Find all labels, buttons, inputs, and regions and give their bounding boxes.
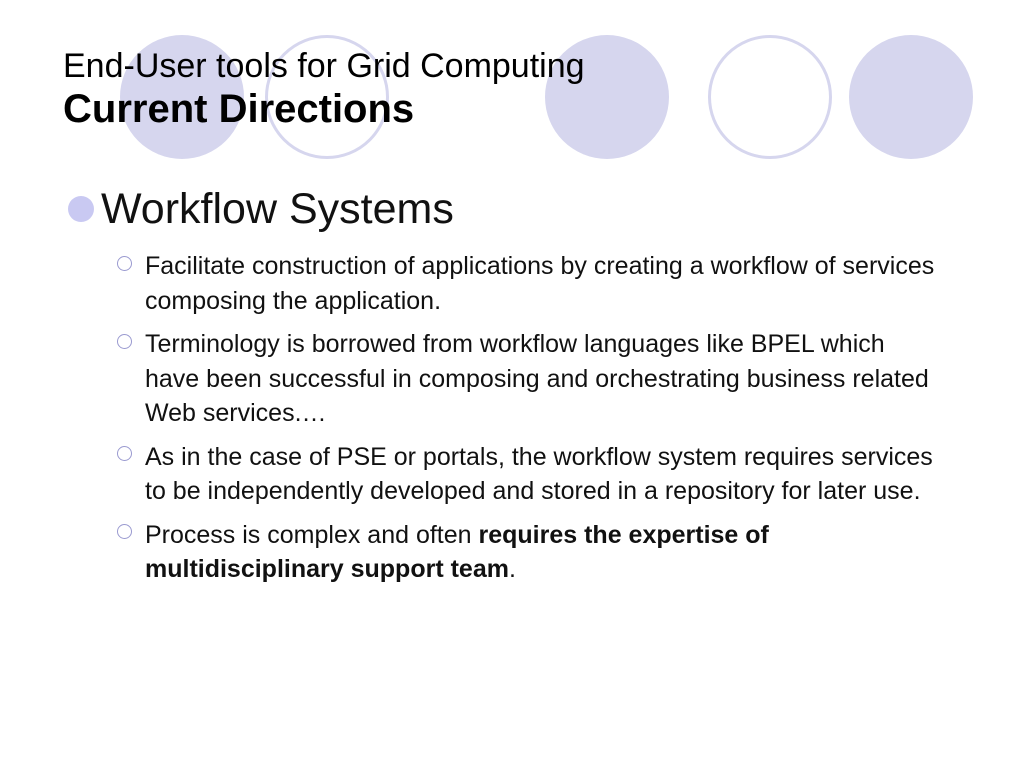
- filled-bullet-icon: [67, 196, 95, 224]
- hollow-bullet-icon: [115, 523, 133, 541]
- hollow-bullet-icon: [115, 254, 133, 272]
- sub-bullet-text-tail: .: [508, 555, 516, 584]
- sub-bullet-list: [115, 249, 963, 587]
- sub-bullet-text-plain: Process is complex and often: [145, 520, 479, 549]
- sub-bullet-item: [115, 518, 963, 587]
- sub-bullet-item: [115, 440, 963, 509]
- slide-content: [63, 186, 963, 603]
- sub-bullet-text: [145, 518, 935, 587]
- circle-decoration-icon: [708, 35, 832, 159]
- sub-bullet-text-bold: requires the expertise of multidisciplinary support team: [145, 520, 769, 584]
- slide-title: [63, 47, 585, 132]
- main-bullet-text: Workflow Systems: [101, 185, 454, 233]
- title-line-2: Current Directions: [63, 87, 415, 132]
- sub-bullet-text: Facilitate construction of applications by creating a workflow of services composing the application.: [145, 252, 935, 315]
- title-line-1: End-User tools for Grid Computing: [63, 47, 585, 85]
- hollow-bullet-icon: [115, 445, 133, 463]
- main-bullet-item: [63, 186, 963, 233]
- sub-bullet-text: Terminology is borrowed from workflow languages like BPEL which have been successful in composing and orchestrating business related Web services.…: [145, 330, 929, 428]
- hollow-bullet-icon: [115, 332, 133, 350]
- sub-bullet-item: [115, 249, 963, 318]
- circle-decoration-icon: [849, 35, 973, 159]
- sub-bullet-text: As in the case of PSE or portals, the workflow system requires services to be independently developed and stored in a repository for later use.: [145, 442, 933, 506]
- sub-bullet-item: [115, 327, 963, 431]
